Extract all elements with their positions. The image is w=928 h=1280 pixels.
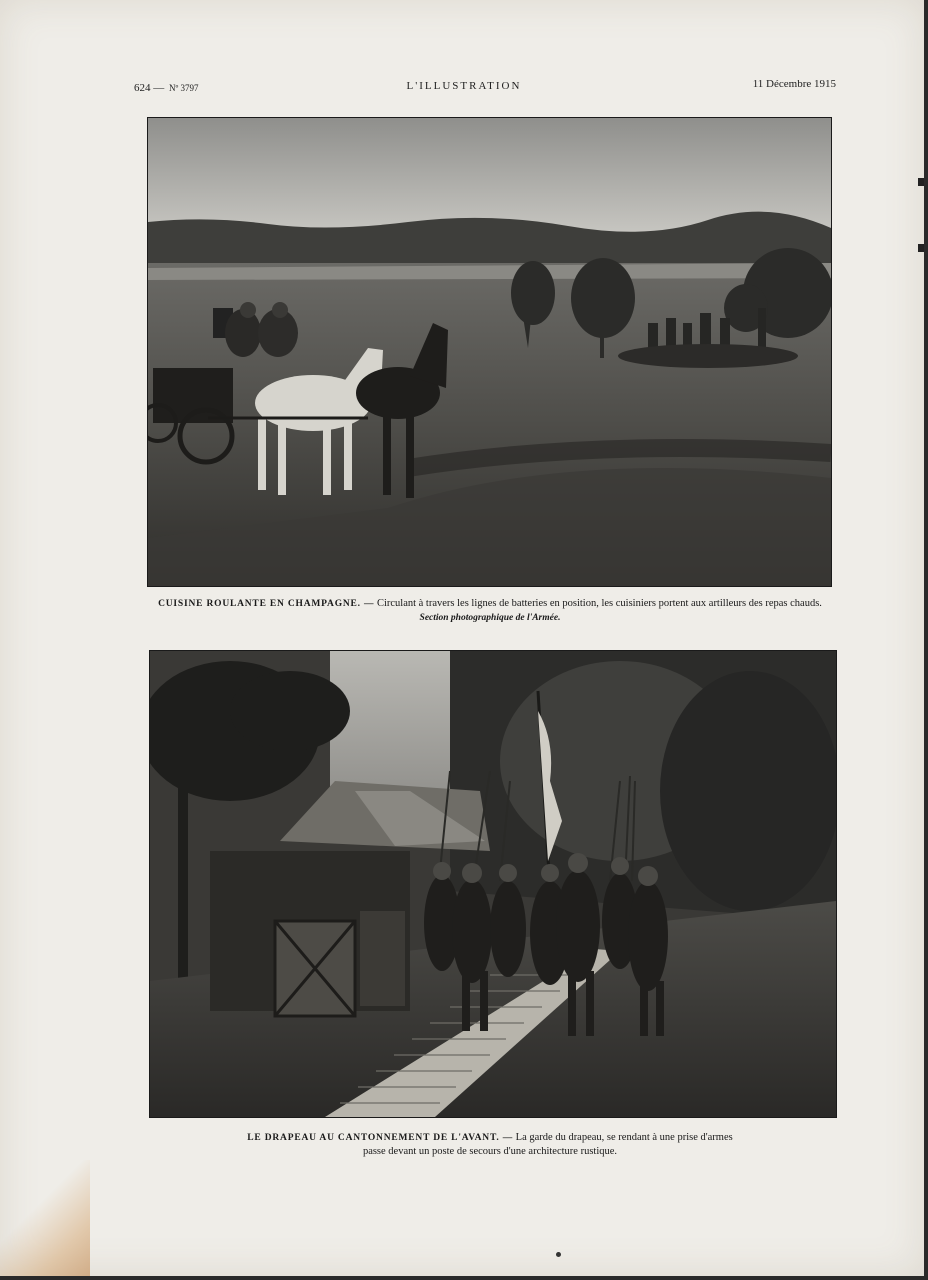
caption-lead: CUISINE ROULANTE EN CHAMPAGNE. — <box>158 599 375 609</box>
issue-date: 11 Décembre 1915 <box>752 78 836 90</box>
paper-stain <box>0 1160 90 1276</box>
edge-mark <box>918 178 924 186</box>
caption-text: Circulant à travers les lignes de batteries en position, les cuisiniers portent aux artilleurs des repas chauds. <box>376 598 822 609</box>
field-kitchen-image <box>148 118 831 586</box>
caption-field-kitchen <box>100 597 880 625</box>
ink-speck <box>556 1252 561 1257</box>
photo-field-kitchen <box>147 117 832 587</box>
photo-credit: Section photographique de l'Armée. <box>419 613 561 623</box>
issue-number: Nº 3797 <box>169 83 199 93</box>
edge-mark <box>918 244 924 252</box>
caption-line <box>100 597 880 611</box>
publication-title: L'ILLUSTRATION <box>406 80 522 92</box>
photo-flag-guard <box>149 650 837 1118</box>
page-number: 624 — <box>134 82 165 94</box>
caption-text-line2: passe devant un poste de secours d'une architecture rustique. <box>362 1146 618 1157</box>
flag-guard-image <box>150 651 836 1117</box>
caption-lead: LE DRAPEAU AU CANTONNEMENT DE L'AVANT. — <box>247 1133 514 1143</box>
caption-text-line1: La garde du drapeau, se rendant à une prise d'armes <box>515 1132 733 1143</box>
caption-flag-guard <box>100 1131 880 1159</box>
caption-line <box>100 1131 880 1145</box>
